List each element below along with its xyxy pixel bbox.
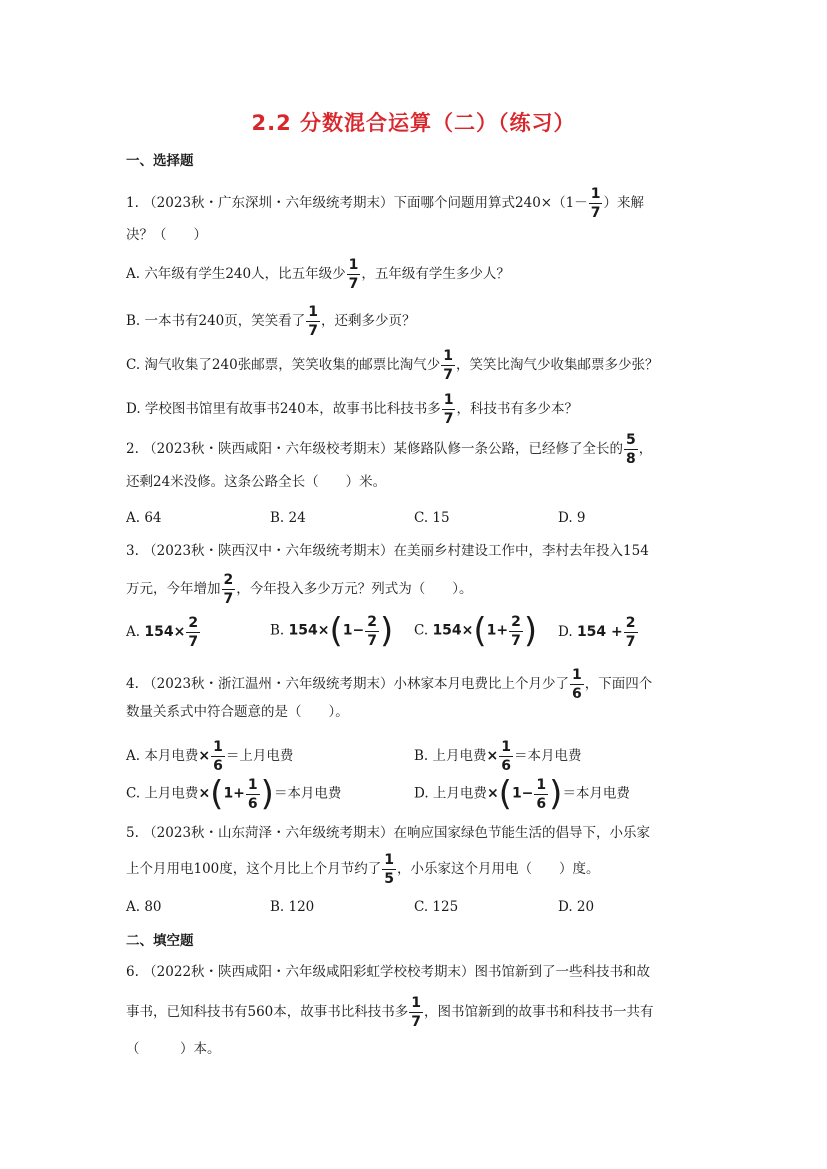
q2-option-b: B. 24 — [270, 510, 306, 526]
q5-option-c: C. 125 — [414, 899, 459, 915]
q3-option-b: B. 154×(1− $\frac{2}{7}$ ) — [270, 611, 394, 651]
q2-option-a: A. 64 — [126, 510, 162, 526]
q1-option-d: D. 学校图书馆里有故事书240本，故事书比科技书多 $\frac{1}{7}$ ，科技书有多少本？ — [126, 392, 578, 427]
q1-option-b: B. 一本书有240页，笑笑看了 $\frac{1}{7}$ ，还剩多少页？ — [126, 304, 416, 339]
q3-stem-line2: 万元，今年增加 $\frac{2}{7}$ ，今年投入多少万元？列式为（ ）。 — [126, 572, 473, 607]
q5-stem-line2: 上个月用电100度，这个月比上个月节约了 $\frac{1}{5}$ ，小乐家这个月用电（ ）度。 — [126, 852, 600, 887]
fraction: $\frac{1}{6}$ — [572, 667, 582, 702]
q1-fraction: $\frac{1}{7}$ — [590, 186, 601, 221]
page-title: 2.2 分数混合运算（二）（练习） — [251, 111, 576, 135]
fraction: $\frac{2}{7}$ — [367, 613, 377, 649]
q4-stem-line2: 数量关系式中符合题意的是（ ）。 — [126, 704, 349, 720]
q6-stem-line1: 6. （2022秋・陕西咸阳・六年级咸阳彩虹学校校考期末）图书馆新到了一些科技书和故 — [126, 964, 651, 980]
fraction: $\frac{2}{7}$ — [625, 615, 636, 650]
q4-option-b: B. 上月电费× $\frac{1}{6}$ ＝本月电费 — [414, 739, 582, 774]
q5-option-a: A. 80 — [126, 899, 162, 915]
q2-stem-line1: 2. （2023秋・陕西咸阳・六年级校考期末）某修路队修一条公路，已经修了全长的 $\frac{5}{8}$ ， — [126, 432, 653, 467]
fraction: $\frac{2}{7}$ — [511, 613, 521, 649]
fraction: $\frac{1}{6}$ — [247, 776, 258, 812]
q2-option-d: D. 9 — [558, 510, 586, 526]
section-heading-choice: 一、选择题 — [126, 153, 194, 169]
q1-stem-line1 — [126, 187, 644, 220]
fraction: $\frac{1}{7}$ — [348, 257, 359, 292]
q4-stem-line1: 4. （2023秋・浙江温州・六年级统考期末）小林家本月电费比上个月少了 $\frac{1}{6}$ ，下面四个 — [126, 667, 653, 702]
q1-stem-line2: 决？（ ） — [126, 227, 207, 243]
fraction: $\frac{1}{5}$ — [384, 852, 395, 887]
q5-option-b: B. 120 — [270, 899, 315, 915]
q3-stem-line1: 3. （2023秋・陕西汉中・六年级统考期末）在美丽乡村建设工作中，李村去年投入154 — [126, 543, 649, 559]
q6-stem-line3: （ ）本。 — [126, 1041, 221, 1057]
q4-option-c: C. 上月电费×(1+ $\frac{1}{6}$ )＝本月电费 — [126, 774, 342, 814]
fraction: $\frac{1}{7}$ — [308, 304, 319, 339]
fraction: $\frac{1}{7}$ — [443, 392, 454, 427]
q4-option-a: A. 本月电费× $\frac{1}{6}$ ＝上月电费 — [126, 739, 294, 774]
fraction: $\frac{1}{7}$ — [411, 995, 422, 1030]
q1-option-a: A. 六年级有学生240人，比五年级少 $\frac{1}{7}$ ，五年级有学生多少人？ — [126, 257, 510, 292]
q3-option-d: D. 154 + $\frac{2}{7}$ — [558, 615, 636, 650]
q3-option-c: C. 154×(1+ $\frac{2}{7}$ ) — [414, 611, 538, 651]
fraction: $\frac{2}{7}$ — [188, 615, 199, 650]
fraction: $\frac{1}{6}$ — [213, 739, 223, 774]
q2-option-c: C. 15 — [414, 510, 450, 526]
q2-stem-line2: 还剩24米没修。这条公路全长（ ）米。 — [126, 474, 387, 490]
fraction: $\frac{1}{6}$ — [501, 739, 511, 774]
q3-option-a: A. 154× $\frac{2}{7}$ — [126, 615, 199, 650]
q5-stem-line1: 5. （2023秋・山东菏泽・六年级统考期末）在响应国家绿色节能生活的倡导下，小乐家 — [126, 825, 651, 841]
fraction: $\frac{5}{8}$ — [626, 432, 636, 467]
fraction: $\frac{1}{6}$ — [536, 776, 547, 812]
q1-stem-b: ）来解 — [603, 195, 644, 211]
fraction: $\frac{1}{7}$ — [443, 348, 453, 383]
q5-option-d: D. 20 — [558, 899, 595, 915]
q4-option-d: D. 上月电费×(1− $\frac{1}{6}$ )＝本月电费 — [414, 774, 630, 814]
fraction: $\frac{2}{7}$ — [223, 572, 234, 607]
q1-stem-a: 1. （2023秋・广东深圳・六年级统考期末）下面哪个问题用算式240×（1－ — [126, 195, 588, 211]
q6-stem-line2: 事书，已知科技书有560本，故事书比科技书多 $\frac{1}{7}$ ，图书馆新到的故事书和科技书一共有 — [126, 995, 654, 1030]
q1-option-c: C. 淘气收集了240张邮票，笑笑收集的邮票比淘气少 $\frac{1}{7}$ ，笑笑比淘气少收集邮票多少张？ — [126, 348, 659, 383]
section-heading-fill: 二、填空题 — [126, 933, 194, 949]
